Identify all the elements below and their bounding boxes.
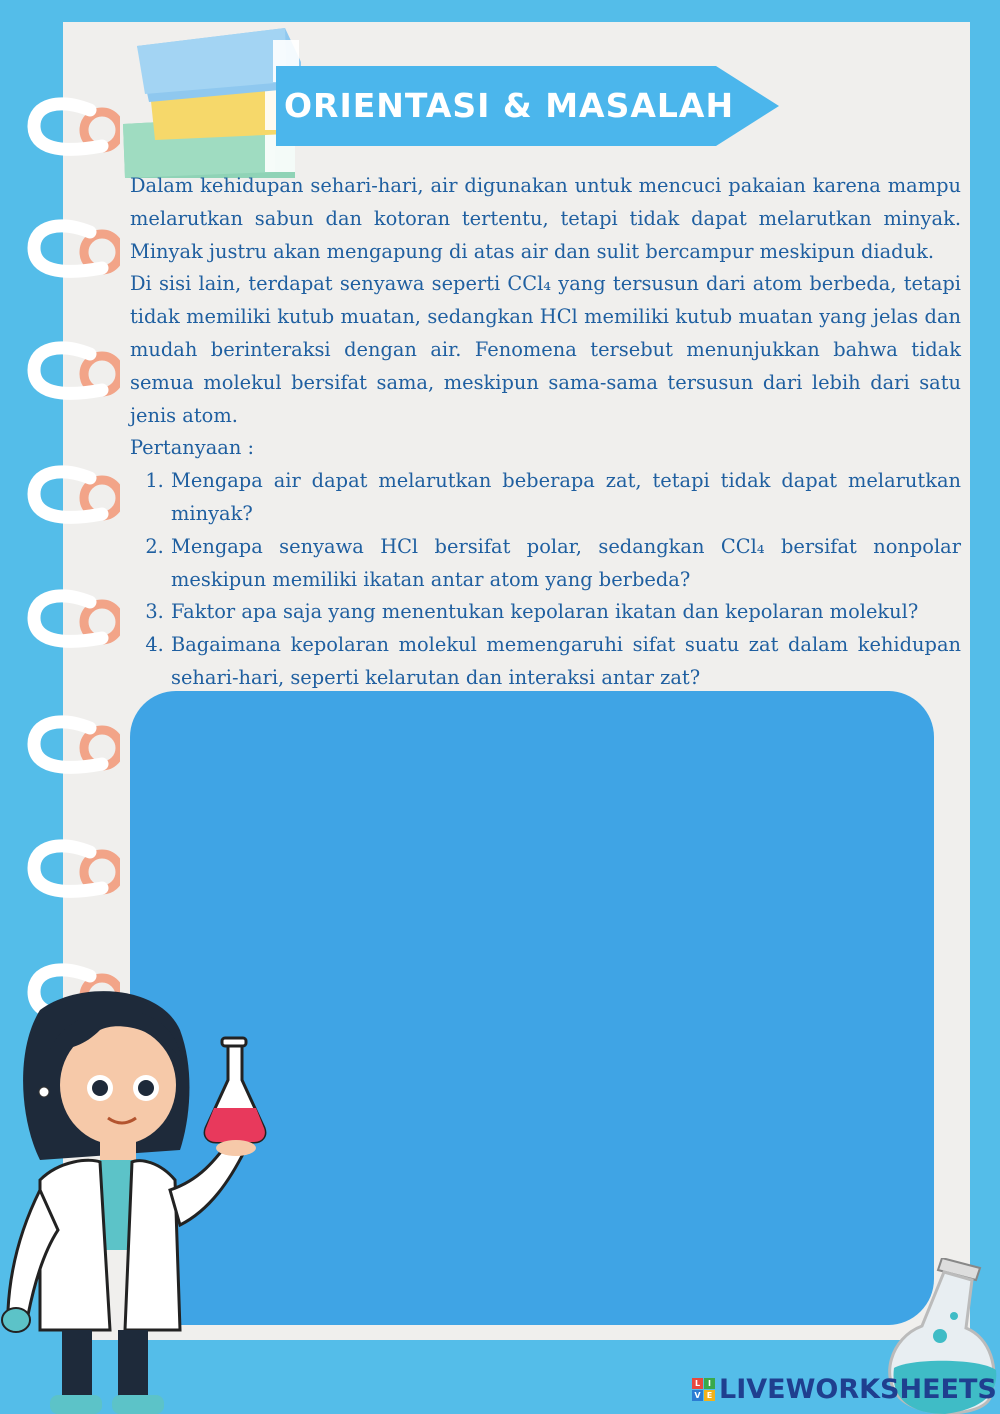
questions-heading: Pertanyaan : (130, 436, 255, 460)
logo-text: LIVEWORKSHEETS (719, 1373, 997, 1405)
logo-letter: L (692, 1378, 703, 1389)
question-item: 3. Faktor apa saja yang menentukan kepolaran ikatan dan kepolaran molekul? (170, 596, 961, 629)
spiral-ring (20, 214, 120, 304)
liveworksheets-logo (692, 1373, 997, 1405)
question-item: 1. Mengapa air dapat melarutkan beberapa zat, tetapi tidak dapat melarutkan minyak? (170, 465, 961, 531)
intro-paragraph-1: Dalam kehidupan sehari-hari, air digunakan untuk mencuci pakaian karena mampu melarutkan sabun dan kotoran tertentu, tetapi tidak dapat melarutkan minyak. Minyak justru akan mengapung di atas air dan sulit bercampur meskipun diaduk. (130, 174, 961, 263)
spiral-ring (20, 834, 120, 924)
problem-text (130, 170, 961, 695)
intro-paragraph-2: Di sisi lain, terdapat senyawa seperti CCl₄ yang tersusun dari atom berbeda, tetapi tidak memiliki kutub muatan, sedangkan HCl memiliki kutub muatan yang jelas dan mudah berinteraksi dengan air. Fenomena tersebut menunjukkan bahwa tidak semua molekul bersifat sama, meskipun sama-sama tersusun dari lebih dari satu jenis atom. (130, 272, 961, 427)
spiral-ring (20, 710, 120, 800)
question-item: 4. Bagaimana kepolaran molekul memengaruhi sifat suatu zat dalam kehidupan sehari-hari, seperti kelarutan dan interaksi antar zat? (170, 629, 961, 695)
section-banner (276, 66, 781, 146)
page-title: ORIENTASI & MASALAH (284, 86, 735, 125)
scientist-illustration (0, 990, 280, 1414)
spiral-ring (20, 584, 120, 674)
questions-list (130, 465, 961, 695)
question-item: 2. Mengapa senyawa HCl bersifat polar, sedangkan CCl₄ bersifat nonpolar meskipun memiliki ikatan antar atom yang berbeda? (170, 531, 961, 597)
logo-letter: E (704, 1390, 715, 1401)
spiral-ring (20, 336, 120, 426)
spiral-ring (20, 92, 120, 182)
spiral-ring (20, 460, 120, 550)
logo-letter: I (704, 1378, 715, 1389)
logo-mark (692, 1378, 715, 1401)
logo-letter: V (692, 1390, 703, 1401)
